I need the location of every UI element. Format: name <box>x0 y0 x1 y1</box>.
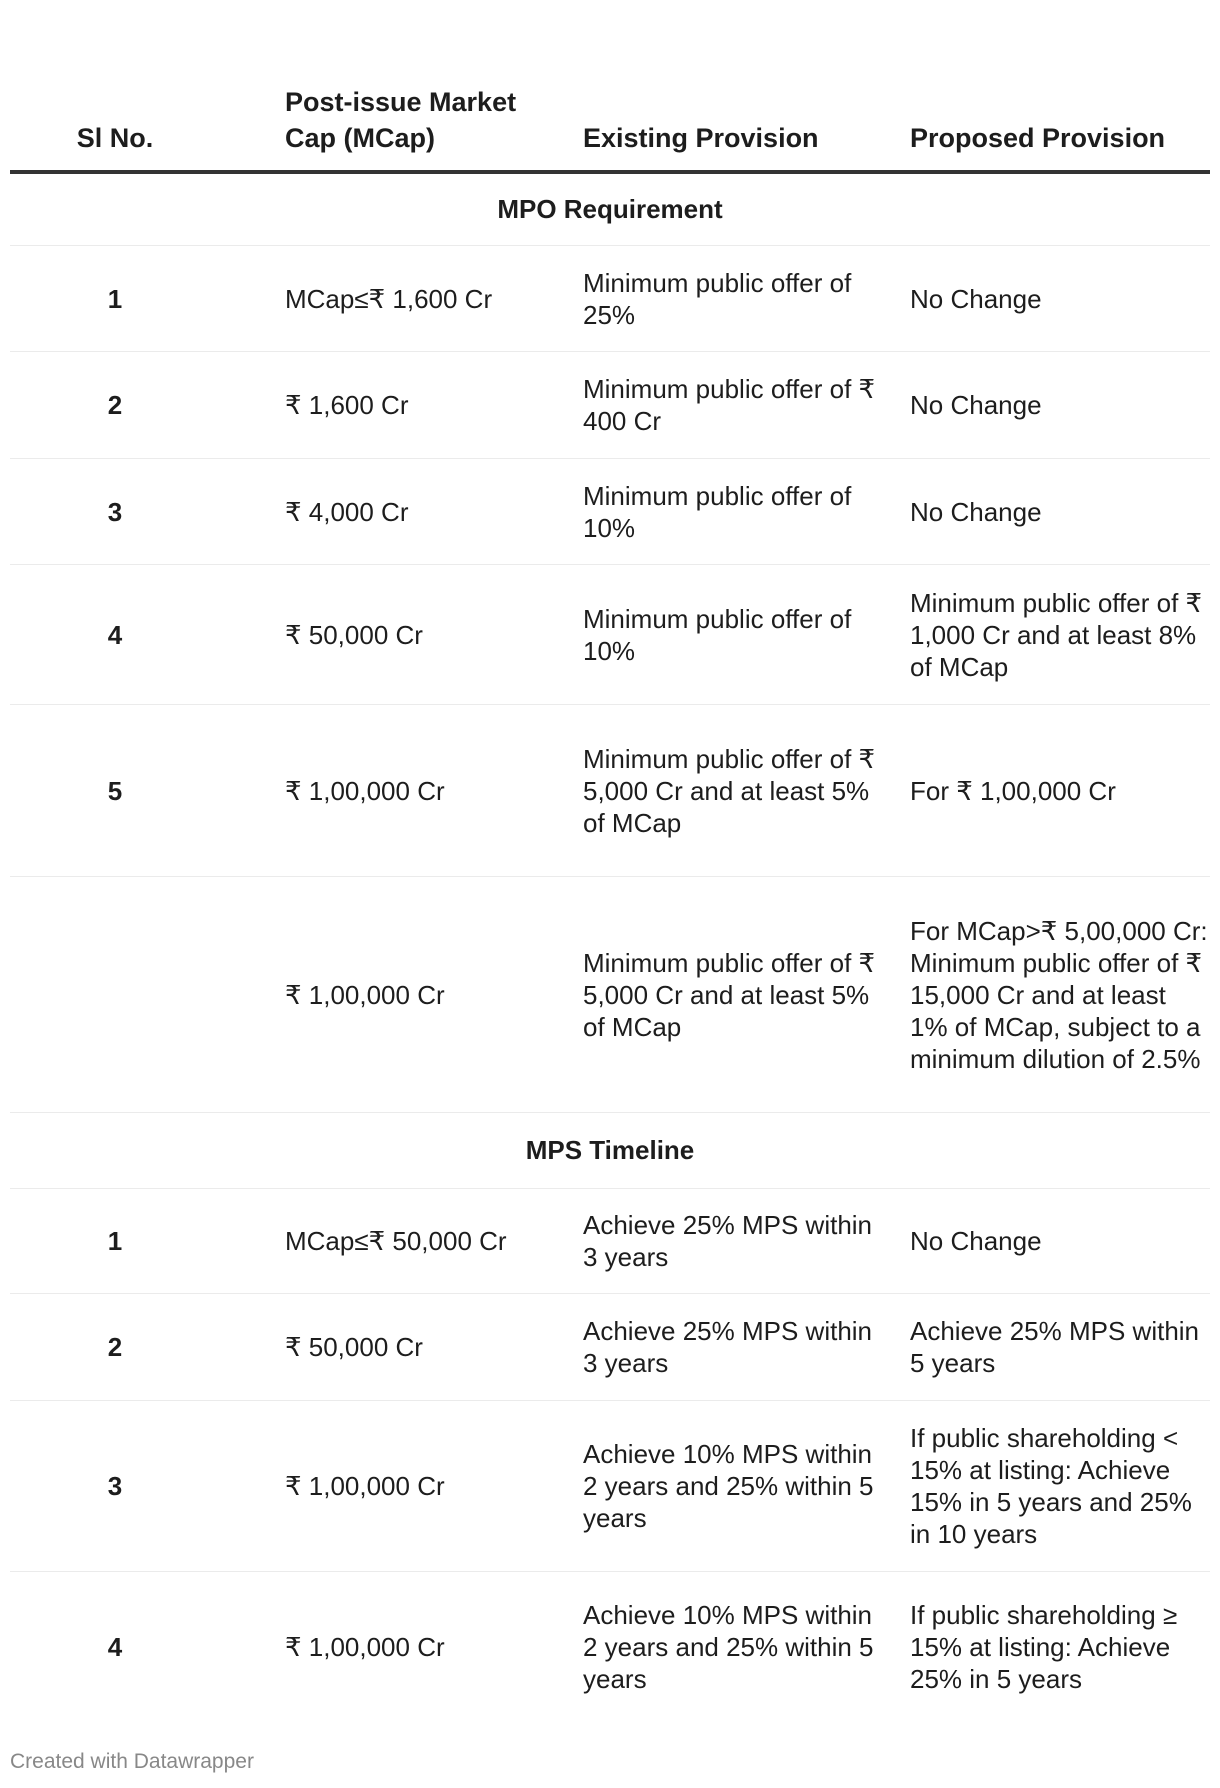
table-row <box>10 352 1210 459</box>
cell-mcap: ₹ 4,000 Cr <box>285 496 409 527</box>
cell-existing: Achieve 25% MPS within 3 years <box>583 1210 873 1272</box>
cell-existing: Minimum public offer of ₹ 400 Cr <box>583 374 876 436</box>
cell-proposed: No Change <box>910 283 1042 314</box>
cell-proposed: If public shareholding ≥ 15% at listing: Achieve 25% in 5 years <box>910 1600 1178 1694</box>
header-mcap[interactable]: Post-issue Market Cap (MCap) <box>285 87 517 153</box>
cell-proposed: For ₹ 1,00,000 Cr <box>910 775 1116 806</box>
cell-mcap: ₹ 1,00,000 Cr <box>285 775 445 806</box>
provisions-table <box>10 0 1210 1722</box>
cell-proposed: If public shareholding < 15% at listing: Achieve 15% in 5 years and 25% in 10 years <box>910 1423 1192 1549</box>
cell-sl: 1 <box>107 283 123 314</box>
cell-mcap: ₹ 50,000 Cr <box>285 1332 423 1362</box>
cell-proposed: No Change <box>910 496 1042 527</box>
cell-sl: 4 <box>107 619 123 650</box>
table-row <box>10 877 1210 1113</box>
cell-sl: 2 <box>107 1332 123 1362</box>
table-row <box>10 705 1210 877</box>
header-sl-no[interactable]: Sl No. <box>76 123 154 153</box>
table-row <box>10 1401 1210 1572</box>
table-row <box>10 459 1210 565</box>
cell-existing: Achieve 10% MPS within 2 years and 25% within 5 years <box>583 1439 874 1533</box>
table-row <box>10 565 1210 705</box>
cell-proposed: No Change <box>910 1226 1042 1256</box>
cell-existing: Minimum public offer of 25% <box>583 267 852 330</box>
cell-mcap: MCap≤₹ 1,600 Cr <box>285 283 493 314</box>
cell-mcap: ₹ 1,00,000 Cr <box>285 1632 445 1662</box>
header-existing-provision[interactable]: Existing Provision <box>583 123 819 153</box>
cell-sl: 1 <box>107 1226 123 1256</box>
cell-proposed: For MCap>₹ 5,00,000 Cr: Minimum public offer of ₹ 15,000 Cr and at least 1% of MCap, subject to a minimum dilution of 2.5% <box>910 915 1208 1074</box>
datawrapper-credit[interactable]: Created with Datawrapper <box>10 1750 254 1773</box>
cell-sl <box>10 877 220 1112</box>
table-row <box>10 246 1210 352</box>
cell-proposed: Achieve 25% MPS within 5 years <box>910 1316 1200 1378</box>
cell-sl: 3 <box>107 1471 123 1501</box>
cell-existing: Minimum public offer of 10% <box>583 603 852 666</box>
cell-mcap: ₹ 50,000 Cr <box>285 619 423 650</box>
cell-proposed: No Change <box>910 390 1042 420</box>
cell-mcap: ₹ 1,600 Cr <box>285 390 409 420</box>
cell-existing: Minimum public offer of ₹ 5,000 Cr and at least 5% of MCap <box>583 743 876 838</box>
cell-existing: Minimum public offer of 10% <box>583 480 852 543</box>
cell-existing: Minimum public offer of ₹ 5,000 Cr and at least 5% of MCap <box>583 947 876 1042</box>
section-header-mpo: MPO Requirement <box>10 174 1210 246</box>
cell-mcap: MCap≤₹ 50,000 Cr <box>285 1226 507 1256</box>
section-header-mps: MPS Timeline <box>10 1113 1210 1189</box>
cell-mcap: ₹ 1,00,000 Cr <box>285 979 445 1010</box>
cell-sl: 5 <box>107 775 123 806</box>
cell-mcap: ₹ 1,00,000 Cr <box>285 1471 445 1501</box>
cell-proposed: Minimum public offer of ₹ 1,000 Cr and at least 8% of MCap <box>910 587 1203 682</box>
cell-existing: Achieve 25% MPS within 3 years <box>583 1316 873 1378</box>
cell-sl: 4 <box>107 1632 123 1662</box>
table-row <box>10 1189 1210 1294</box>
table-row <box>10 1572 1210 1722</box>
table-row <box>10 1294 1210 1401</box>
cell-existing: Achieve 10% MPS within 2 years and 25% within 5 years <box>583 1600 874 1694</box>
table-header <box>10 0 1210 174</box>
cell-sl: 3 <box>107 496 123 527</box>
header-proposed-provision[interactable]: Proposed Provision <box>910 123 1166 153</box>
cell-sl: 2 <box>107 390 123 420</box>
